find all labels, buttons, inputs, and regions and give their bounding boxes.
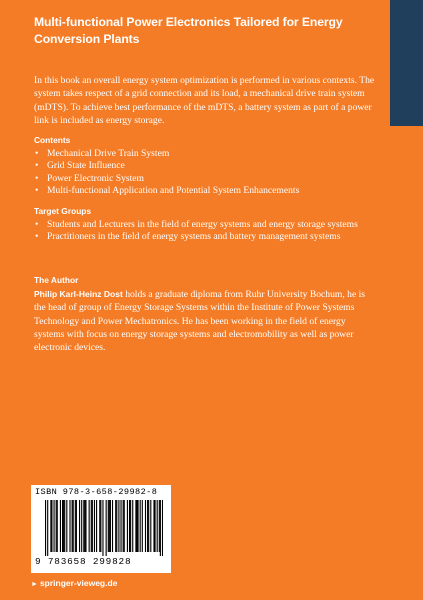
author-bio-text: holds a graduate diploma from Ruhr University Bochum, he is the head of group of Energy Storage Systems within the Institute of Power Systems Technology and Power Mechatronics. He has been working in the field of energy systems with focus on energy storage systems and electromobility as well as power electronic devices.	[34, 289, 365, 354]
barcode-bar	[92, 500, 93, 552]
barcode-bar	[157, 500, 158, 552]
barcode-bar	[54, 500, 55, 552]
barcode-bar	[76, 500, 77, 552]
side-color-tab	[390, 0, 423, 126]
list-item: • Multi-functional Application and Potential System Enhancements	[35, 184, 300, 196]
barcode-bar	[116, 500, 117, 552]
barcode-bar	[102, 500, 103, 556]
publisher-website[interactable]	[31, 578, 117, 588]
barcode-bar	[127, 500, 128, 552]
barcode-bar	[99, 500, 100, 552]
barcode-bar	[155, 500, 156, 552]
barcode-bar	[162, 500, 163, 556]
bullet-icon: •	[35, 160, 39, 172]
barcode-bar	[47, 500, 48, 556]
author-bio	[34, 288, 376, 354]
barcode-bar	[56, 500, 57, 552]
barcode-bar	[81, 500, 82, 552]
barcode-bar	[112, 500, 113, 552]
barcode-bar	[83, 500, 84, 552]
barcode-bar	[124, 500, 125, 552]
barcode-bar	[51, 500, 52, 552]
barcode-bar	[118, 500, 119, 552]
barcode-bar	[148, 500, 149, 552]
bullet-icon: •	[35, 172, 39, 184]
barcode-bar	[85, 500, 86, 552]
isbn-label: ISBN 978-3-658-29982-8	[35, 487, 158, 497]
barcode-bar	[69, 500, 70, 552]
list-item: • Power Electronic System	[35, 172, 144, 184]
barcode-bar	[108, 500, 109, 552]
barcode-bar	[160, 500, 161, 556]
bullet-icon: •	[35, 219, 39, 230]
barcode-bar	[73, 500, 74, 552]
author-name: Philip Karl-Heinz Dost	[34, 289, 123, 299]
list-item: • Mechanical Drive Train System	[35, 148, 170, 159]
arrow-icon: ►	[31, 581, 38, 588]
barcode-bar	[91, 500, 92, 552]
barcode-bar	[64, 500, 65, 552]
barcode-bar	[150, 500, 151, 552]
barcode-bar	[129, 500, 130, 552]
barcode-bar	[96, 500, 97, 552]
barcode-bar	[75, 500, 76, 552]
contents-heading: Contents	[34, 135, 71, 145]
contents-section	[34, 135, 376, 197]
author-section	[34, 275, 376, 354]
list-item: • Grid State Influence	[35, 160, 125, 172]
barcode-bar	[135, 500, 136, 552]
barcode-bar	[123, 500, 124, 552]
barcode-bar	[84, 500, 85, 552]
bullet-icon: •	[35, 231, 39, 243]
barcode-bar	[50, 500, 51, 552]
barcode-bar	[142, 500, 143, 552]
barcode-bar	[62, 500, 63, 552]
list-item: • Students and Lecturers in the field of energy systems and energy storage systems	[35, 219, 358, 230]
list-item: • Practitioners in the field of energy systems and battery management systems	[35, 231, 341, 243]
barcode-bar	[159, 500, 160, 552]
barcode-bar	[153, 500, 154, 552]
barcode-bar	[115, 500, 116, 552]
bullet-icon: •	[35, 184, 39, 196]
barcode-bar	[110, 500, 111, 552]
barcode-bar	[94, 500, 95, 552]
barcode-bar	[130, 500, 131, 552]
barcode-bar	[136, 500, 137, 552]
barcode-bar	[132, 500, 133, 552]
barcode-bar	[66, 500, 67, 552]
barcode-block	[31, 485, 171, 573]
contents-list	[34, 148, 376, 197]
barcode-bar	[79, 500, 80, 552]
barcode-bar	[137, 500, 138, 552]
barcode-digits: 9 783658 299828	[35, 556, 132, 567]
barcode-bar	[147, 500, 148, 552]
intro-paragraph: In this book an overall energy system optimization is performed in various contexts. The system takes respect of a grid connection and its load, a mechanical drive train system (mDTS). To achieve best performance of the mDTS, a battery system as part of a power link is included as energy storage.	[34, 75, 375, 127]
barcode-bar	[120, 500, 121, 552]
target-groups-list	[34, 219, 376, 244]
barcode-bar	[145, 500, 146, 552]
barcode-bar	[60, 500, 61, 552]
barcode-bar	[63, 500, 64, 552]
barcode-bar	[100, 500, 101, 552]
barcode-bar	[89, 500, 90, 552]
author-heading: The Author	[34, 275, 79, 285]
barcode-bar	[72, 500, 73, 552]
bullet-icon: •	[35, 148, 39, 159]
target-groups-section	[34, 206, 376, 244]
barcode-bar	[106, 500, 107, 556]
website-text: springer-vieweg.de	[39, 578, 118, 588]
barcode-bar	[109, 500, 110, 552]
barcode-image	[45, 500, 163, 556]
barcode-bar	[45, 500, 46, 556]
book-title: Multi-functional Power Electronics Tailored for Energy Conversion Plants	[34, 15, 343, 46]
target-groups-heading: Target Groups	[34, 206, 92, 216]
barcode-bar	[57, 500, 58, 552]
barcode-bar	[140, 500, 141, 552]
